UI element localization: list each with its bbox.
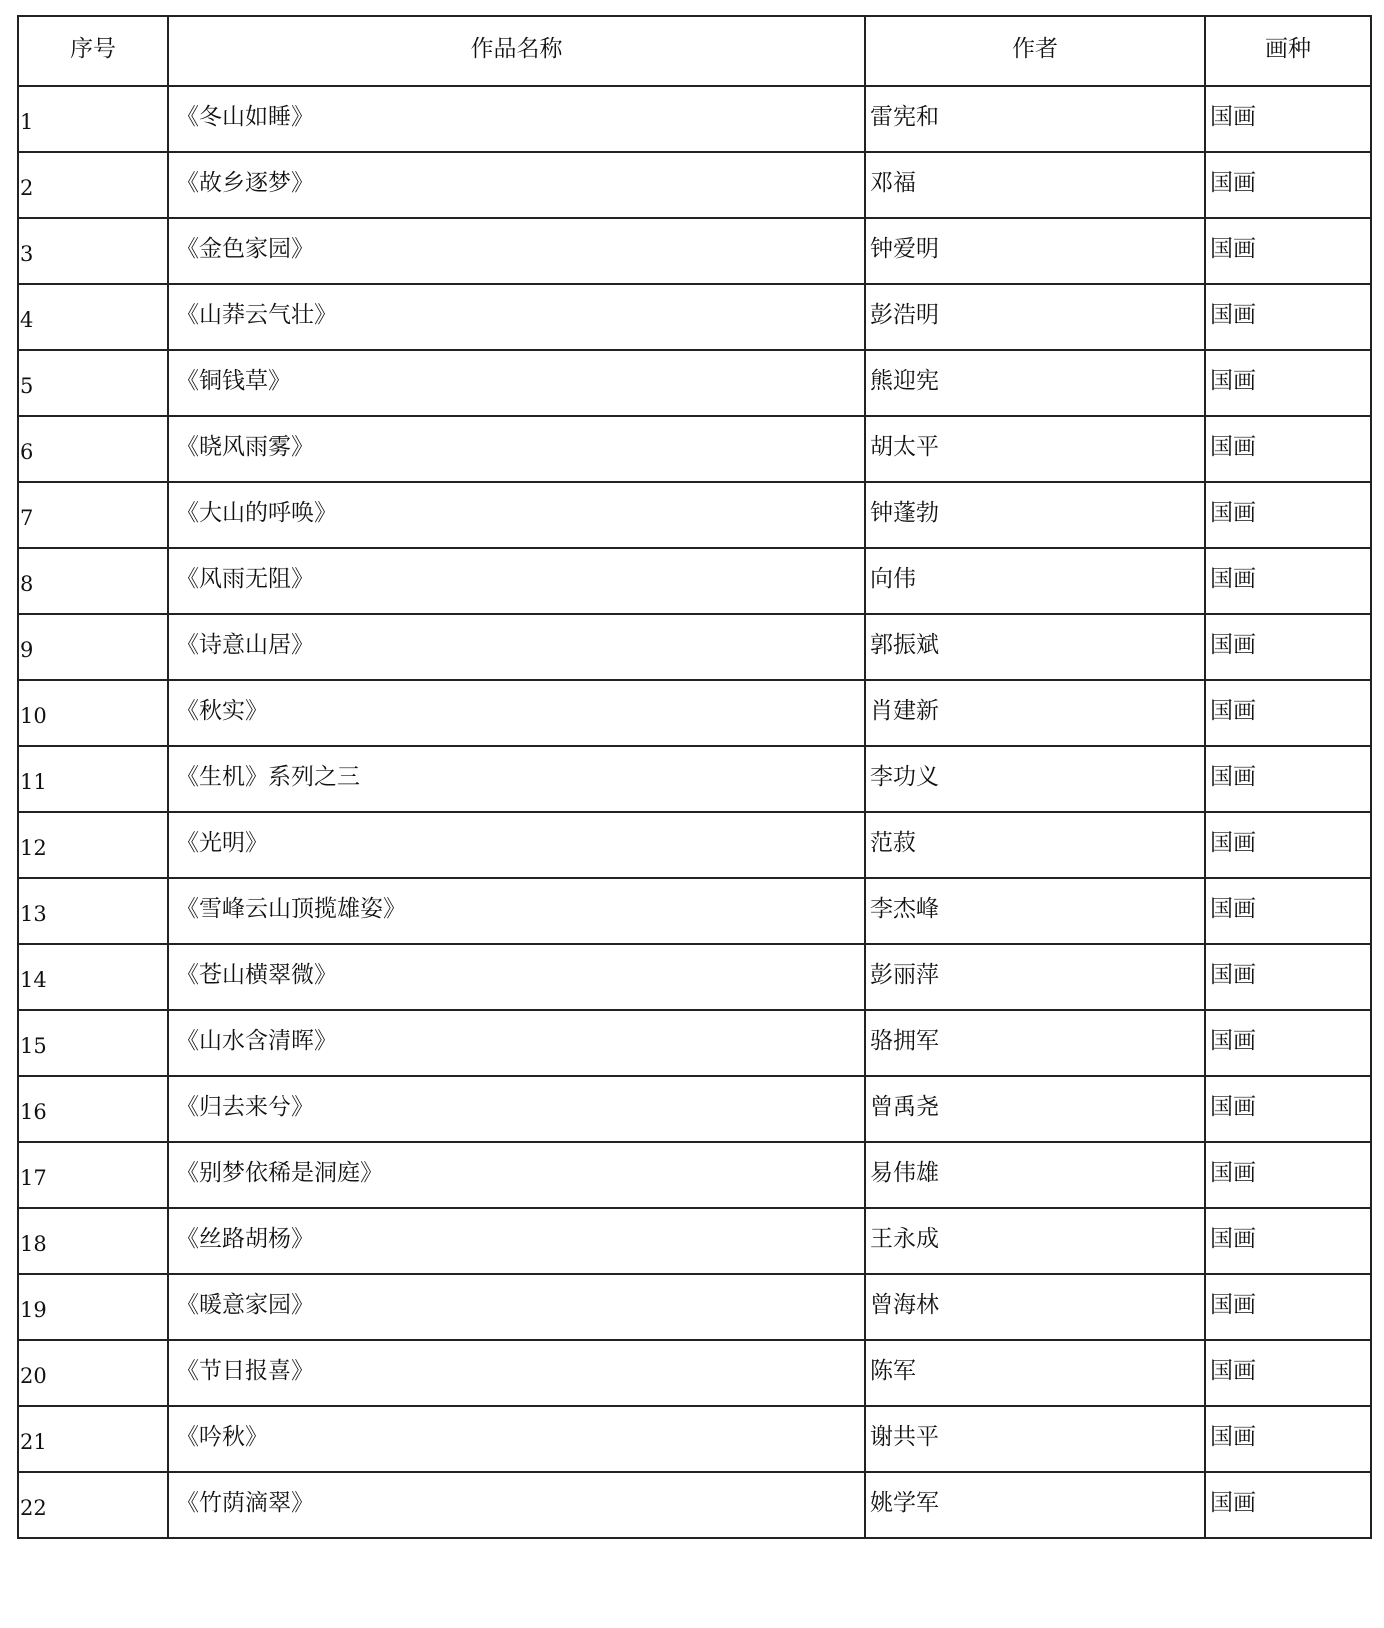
painting-type-cell: 国画 — [1205, 1142, 1371, 1208]
table-row — [18, 1340, 1371, 1406]
artist-name-cell: 范菽 — [865, 812, 1205, 878]
painting-type-cell: 国画 — [1205, 152, 1371, 218]
artwork-title-cell: 《生机》系列之三 — [168, 746, 865, 812]
row-number-cell: 13 — [18, 878, 168, 944]
artist-name-cell: 熊迎宪 — [865, 350, 1205, 416]
painting-type-cell: 国画 — [1205, 680, 1371, 746]
artwork-title-cell: 《苍山横翠微》 — [168, 944, 865, 1010]
table-row — [18, 1472, 1371, 1538]
table-row — [18, 1076, 1371, 1142]
table-row — [18, 878, 1371, 944]
table-row — [18, 1208, 1371, 1274]
row-number-cell: 21 — [18, 1406, 168, 1472]
row-number-cell: 8 — [18, 548, 168, 614]
artist-name-cell: 钟蓬勃 — [865, 482, 1205, 548]
table-row — [18, 548, 1371, 614]
artist-name-cell: 王永成 — [865, 1208, 1205, 1274]
row-number-cell: 5 — [18, 350, 168, 416]
row-number-cell: 14 — [18, 944, 168, 1010]
table-row — [18, 944, 1371, 1010]
artist-name-cell: 彭丽萍 — [865, 944, 1205, 1010]
painting-type-cell: 国画 — [1205, 1010, 1371, 1076]
row-number-cell: 20 — [18, 1340, 168, 1406]
artwork-title-cell: 《吟秋》 — [168, 1406, 865, 1472]
artwork-title-cell: 《故乡逐梦》 — [168, 152, 865, 218]
row-number-cell: 2 — [18, 152, 168, 218]
painting-type-cell: 国画 — [1205, 482, 1371, 548]
painting-type-cell: 国画 — [1205, 1208, 1371, 1274]
header-row — [18, 16, 1371, 86]
artwork-title-cell: 《山莽云气壮》 — [168, 284, 865, 350]
artist-name-cell: 郭振斌 — [865, 614, 1205, 680]
painting-type-cell: 国画 — [1205, 1340, 1371, 1406]
table-body — [18, 86, 1371, 1538]
table-row — [18, 284, 1371, 350]
painting-type-cell: 国画 — [1205, 944, 1371, 1010]
table-row — [18, 218, 1371, 284]
row-number-cell: 10 — [18, 680, 168, 746]
artist-name-cell: 雷宪和 — [865, 86, 1205, 152]
artwork-title-cell: 《铜钱草》 — [168, 350, 865, 416]
artist-name-cell: 邓福 — [865, 152, 1205, 218]
artwork-title-cell: 《雪峰云山顶揽雄姿》 — [168, 878, 865, 944]
row-number-cell: 3 — [18, 218, 168, 284]
table-row — [18, 746, 1371, 812]
artwork-title-cell: 《冬山如睡》 — [168, 86, 865, 152]
table-row — [18, 614, 1371, 680]
painting-type-cell: 国画 — [1205, 812, 1371, 878]
artist-name-cell: 易伟雄 — [865, 1142, 1205, 1208]
table-row — [18, 812, 1371, 878]
row-number-cell: 7 — [18, 482, 168, 548]
row-number-cell: 6 — [18, 416, 168, 482]
row-number-cell: 4 — [18, 284, 168, 350]
table-row — [18, 152, 1371, 218]
row-number-cell: 22 — [18, 1472, 168, 1538]
artist-name-cell: 陈军 — [865, 1340, 1205, 1406]
painting-type-cell: 国画 — [1205, 86, 1371, 152]
artist-name-cell: 曾海林 — [865, 1274, 1205, 1340]
artwork-title-cell: 《光明》 — [168, 812, 865, 878]
painting-type-cell: 国画 — [1205, 548, 1371, 614]
artist-name-cell: 谢共平 — [865, 1406, 1205, 1472]
artwork-title-cell: 《别梦依稀是洞庭》 — [168, 1142, 865, 1208]
artwork-title-cell: 《诗意山居》 — [168, 614, 865, 680]
artist-name-cell: 李功义 — [865, 746, 1205, 812]
artwork-title-cell: 《山水含清晖》 — [168, 1010, 865, 1076]
row-number-cell: 19 — [18, 1274, 168, 1340]
artwork-title-cell: 《竹荫滴翠》 — [168, 1472, 865, 1538]
table-row — [18, 1274, 1371, 1340]
table-row — [18, 86, 1371, 152]
artist-name-cell: 向伟 — [865, 548, 1205, 614]
artist-name-cell: 骆拥军 — [865, 1010, 1205, 1076]
artwork-list-table-container — [17, 15, 1370, 1539]
artist-name-cell: 曾禹尧 — [865, 1076, 1205, 1142]
artist-name-cell: 姚学军 — [865, 1472, 1205, 1538]
painting-type-cell: 国画 — [1205, 746, 1371, 812]
row-number-cell: 9 — [18, 614, 168, 680]
header-artist: 作者 — [865, 16, 1205, 86]
row-number-cell: 17 — [18, 1142, 168, 1208]
artist-name-cell: 肖建新 — [865, 680, 1205, 746]
painting-type-cell: 国画 — [1205, 1472, 1371, 1538]
table-row — [18, 482, 1371, 548]
painting-type-cell: 国画 — [1205, 218, 1371, 284]
artwork-title-cell: 《归去来兮》 — [168, 1076, 865, 1142]
painting-type-cell: 国画 — [1205, 878, 1371, 944]
artist-name-cell: 钟爱明 — [865, 218, 1205, 284]
header-painting-type: 画种 — [1205, 16, 1371, 86]
painting-type-cell: 国画 — [1205, 1406, 1371, 1472]
artwork-title-cell: 《节日报喜》 — [168, 1340, 865, 1406]
table-row — [18, 416, 1371, 482]
table-row — [18, 1010, 1371, 1076]
row-number-cell: 1 — [18, 86, 168, 152]
row-number-cell: 16 — [18, 1076, 168, 1142]
table-header — [18, 16, 1371, 86]
artwork-title-cell: 《秋实》 — [168, 680, 865, 746]
painting-type-cell: 国画 — [1205, 1076, 1371, 1142]
artist-name-cell: 彭浩明 — [865, 284, 1205, 350]
header-number: 序号 — [18, 16, 168, 86]
artwork-title-cell: 《大山的呼唤》 — [168, 482, 865, 548]
row-number-cell: 18 — [18, 1208, 168, 1274]
artist-name-cell: 胡太平 — [865, 416, 1205, 482]
artwork-list-table — [17, 15, 1372, 1539]
artwork-title-cell: 《晓风雨雾》 — [168, 416, 865, 482]
painting-type-cell: 国画 — [1205, 350, 1371, 416]
row-number-cell: 12 — [18, 812, 168, 878]
painting-type-cell: 国画 — [1205, 284, 1371, 350]
row-number-cell: 15 — [18, 1010, 168, 1076]
table-row — [18, 350, 1371, 416]
artwork-title-cell: 《暖意家园》 — [168, 1274, 865, 1340]
header-artwork-title: 作品名称 — [168, 16, 865, 86]
table-row — [18, 1406, 1371, 1472]
artwork-title-cell: 《风雨无阻》 — [168, 548, 865, 614]
artwork-title-cell: 《丝路胡杨》 — [168, 1208, 865, 1274]
table-row — [18, 1142, 1371, 1208]
row-number-cell: 11 — [18, 746, 168, 812]
artwork-title-cell: 《金色家园》 — [168, 218, 865, 284]
painting-type-cell: 国画 — [1205, 416, 1371, 482]
painting-type-cell: 国画 — [1205, 1274, 1371, 1340]
table-row — [18, 680, 1371, 746]
artist-name-cell: 李杰峰 — [865, 878, 1205, 944]
painting-type-cell: 国画 — [1205, 614, 1371, 680]
